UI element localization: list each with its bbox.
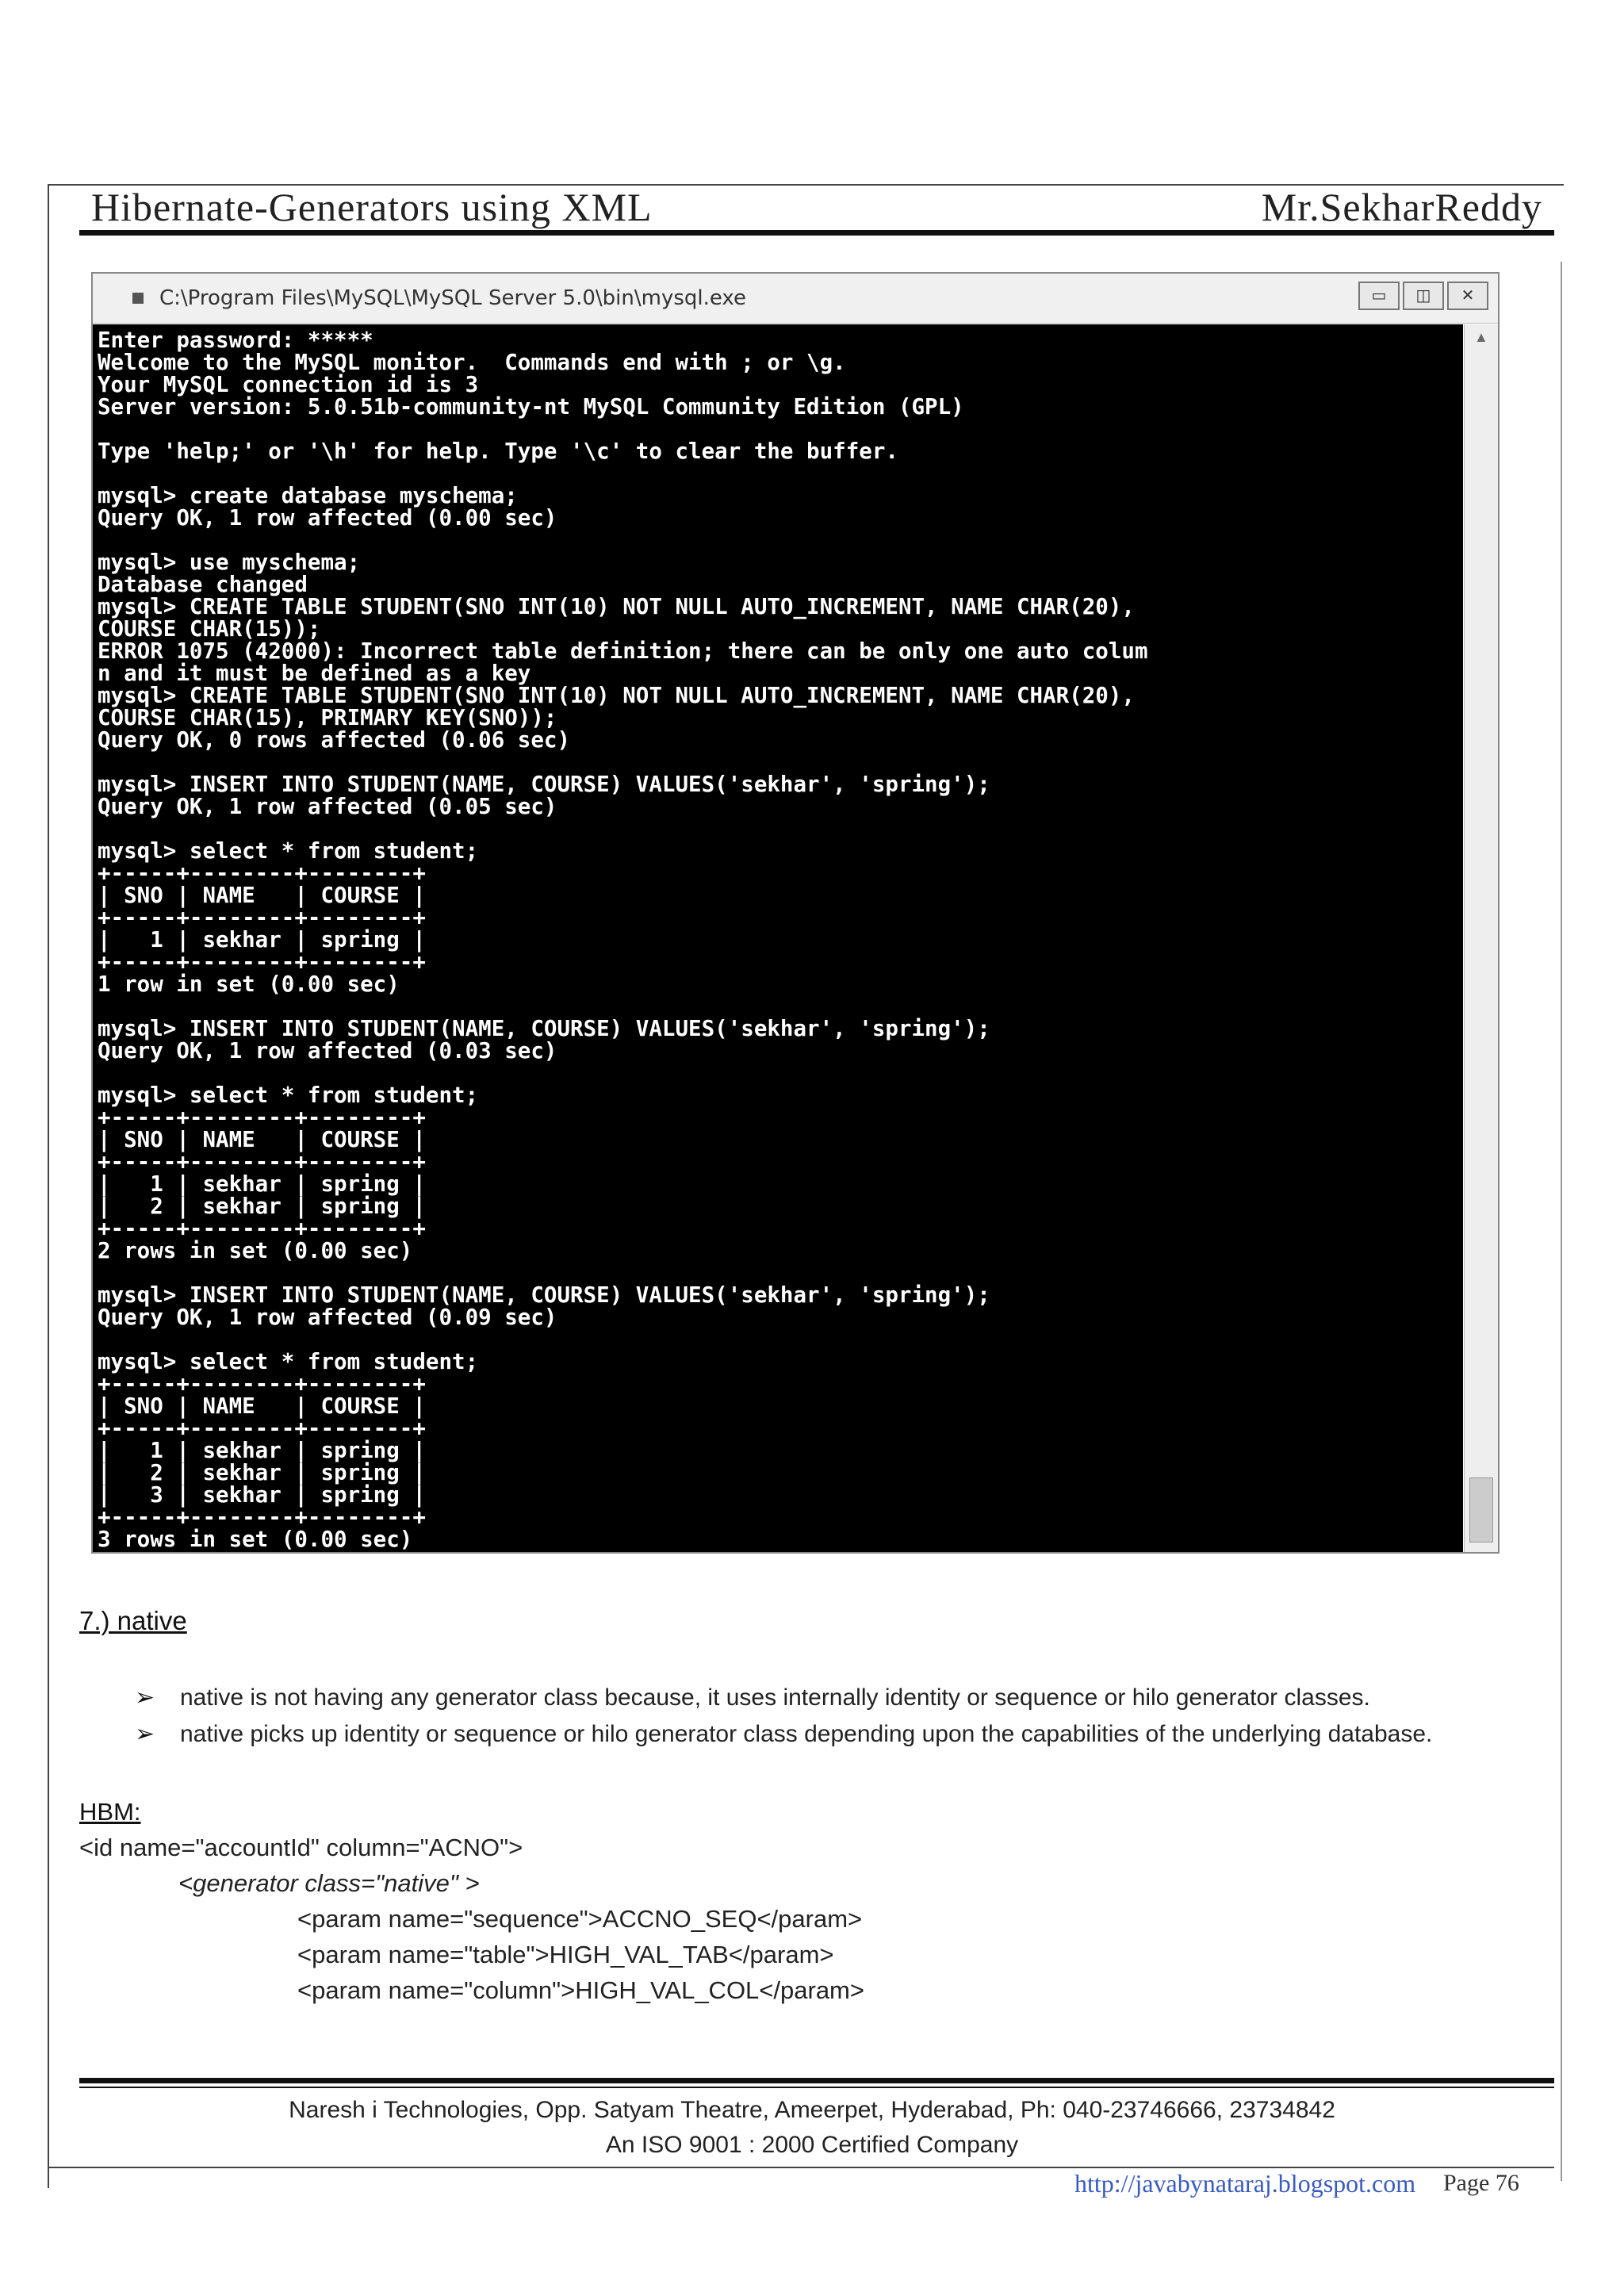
code-line-generator: <generator class="native" > [178, 1869, 480, 1897]
main-content [79, 1606, 1538, 2008]
console-body[interactable] [93, 324, 1463, 1596]
console-titlebar[interactable] [93, 274, 1498, 324]
code-line-param: <param name="sequence">ACCNO_SEQ</param> [297, 1905, 863, 1933]
bullet-text: native picks up identity or sequence or hilo generator class depending upon the capabilities of the underlying database. [180, 1721, 1433, 1747]
console-window-title: C:\Program Files\MySQL\MySQL Server 5.0\bin\mysql.exe [159, 286, 746, 310]
margin-line [1561, 262, 1562, 2181]
footer-rule-thin [79, 2087, 1554, 2088]
code-line-param: <param name="table">HIGH_VAL_TAB</param> [297, 1941, 834, 1968]
hbm-heading: HBM: [79, 1798, 141, 1826]
footer-address: Naresh i Technologies, Opp. Satyam Theatre, Ameerpet, Hyderabad, Ph: 040-23746666, 23734842 [289, 2097, 1335, 2123]
console-output: Enter password: ***** Welcome to the MySQL monitor. Commands end with ; or \g. Your MySQL connection id is 3 Server version: 5.0.51b-community-nt MySQL Community Edition (GPL) Type 'help;' or '\h' for help. Type '\c' to clear the buffer. mysql> create database myschema; Query OK, 1 row affected (0.00 sec) mysql> use myschema; Database changed mysql> CREATE TABLE STUDENT(SNO INT(10) NOT NULL AUTO_INCREMENT, NAME CHAR(20), COURSE CHAR(15)); ERROR 1075 (42000): Incorrect table definition; there can be only one auto colum n and it must be defined as a key mysql> CREATE TABLE STUDENT(SNO INT(10) NOT NULL AUTO_INCREMENT, NAME CHAR(20), COURSE CHAR(15), PRIMARY KEY(SNO)); Query OK, 0 rows affected (0.06 sec) mysql> INSERT INTO STUDENT(NAME, COURSE) VALUES('sekhar', 'spring'); Query OK, 1 row affected (0.05 sec) mysql> select * from student; +-----+--------+--------+ | SNO | NAME | COURSE | +-----+--------+--------+ | 1 | sekhar | spring | +-----+--------+--------+ 1 row in set (0.00 sec) mysql> INSERT INTO STUDENT(NAME, COURSE) VALUES('sekhar', 'spring'); Query OK, 1 row affected (0.03 sec) mysql> select * from student; +-----+--------+--------+ | SNO | NAME | COURSE | +-----+--------+--------+ | 1 | sekhar | spring | | 2 | sekhar | spring | +-----+--------+--------+ 2 rows in set (0.00 sec) mysql> INSERT INTO STUDENT(NAME, COURSE) VALUES('sekhar', 'spring'); Query OK, 1 row affected (0.09 sec) mysql> select * from student; +-----+--------+--------+ | SNO | NAME | COURSE | +-----+--------+--------+ | 1 | sekhar | spring | | 2 | sekhar | spring | | 3 | sekhar | spring | +-----+--------+--------+ 3 rows in set (0.00 sec) mysql> [98, 328, 1148, 1596]
list-item [135, 1717, 1538, 1752]
mysql-console-window[interactable] [91, 272, 1500, 1596]
bullet-text: native is not having any generator class because, it uses internally identity or sequence or hilo generator classes. [180, 1684, 1370, 1711]
document-title: Hibernate-Generators using XML [91, 185, 653, 229]
code-line-param: <param name="column">HIGH_VAL_COL</param> [297, 1976, 864, 2004]
minimize-button[interactable]: ▭ [1358, 282, 1400, 310]
bullet-list [79, 1681, 1538, 1752]
close-button[interactable]: ✕ [1447, 282, 1488, 310]
blog-link[interactable]: http://javabynataraj.blogspot.com [1074, 2169, 1416, 2198]
footer-certification: An ISO 9001 : 2000 Certified Company [605, 2132, 1019, 2158]
section-heading: 7.) native [79, 1606, 187, 1635]
list-item [135, 1681, 1538, 1715]
scroll-up-arrow-icon[interactable]: ▲ [1474, 329, 1488, 345]
window-controls [1358, 282, 1488, 310]
document-header [91, 174, 1542, 230]
code-line-id: <id name="accountId" column="ACNO"> [79, 1834, 523, 1861]
hbm-code-block [79, 1830, 1538, 2008]
footer-bottom-rule [48, 2167, 1554, 2168]
footer-rule [79, 2078, 1554, 2083]
document-author: Mr.SekharReddy [1261, 185, 1542, 229]
console-app-icon [132, 293, 144, 304]
maximize-button[interactable]: ◫ [1403, 282, 1444, 310]
arrow-bullet-icon: ➢ [135, 1684, 155, 1711]
arrow-bullet-icon: ➢ [135, 1721, 155, 1747]
page-number: Page 76 [1443, 2170, 1519, 2196]
scroll-thumb[interactable] [1469, 1477, 1493, 1543]
console-scrollbar[interactable] [1464, 324, 1498, 1552]
header-rule [79, 230, 1554, 236]
